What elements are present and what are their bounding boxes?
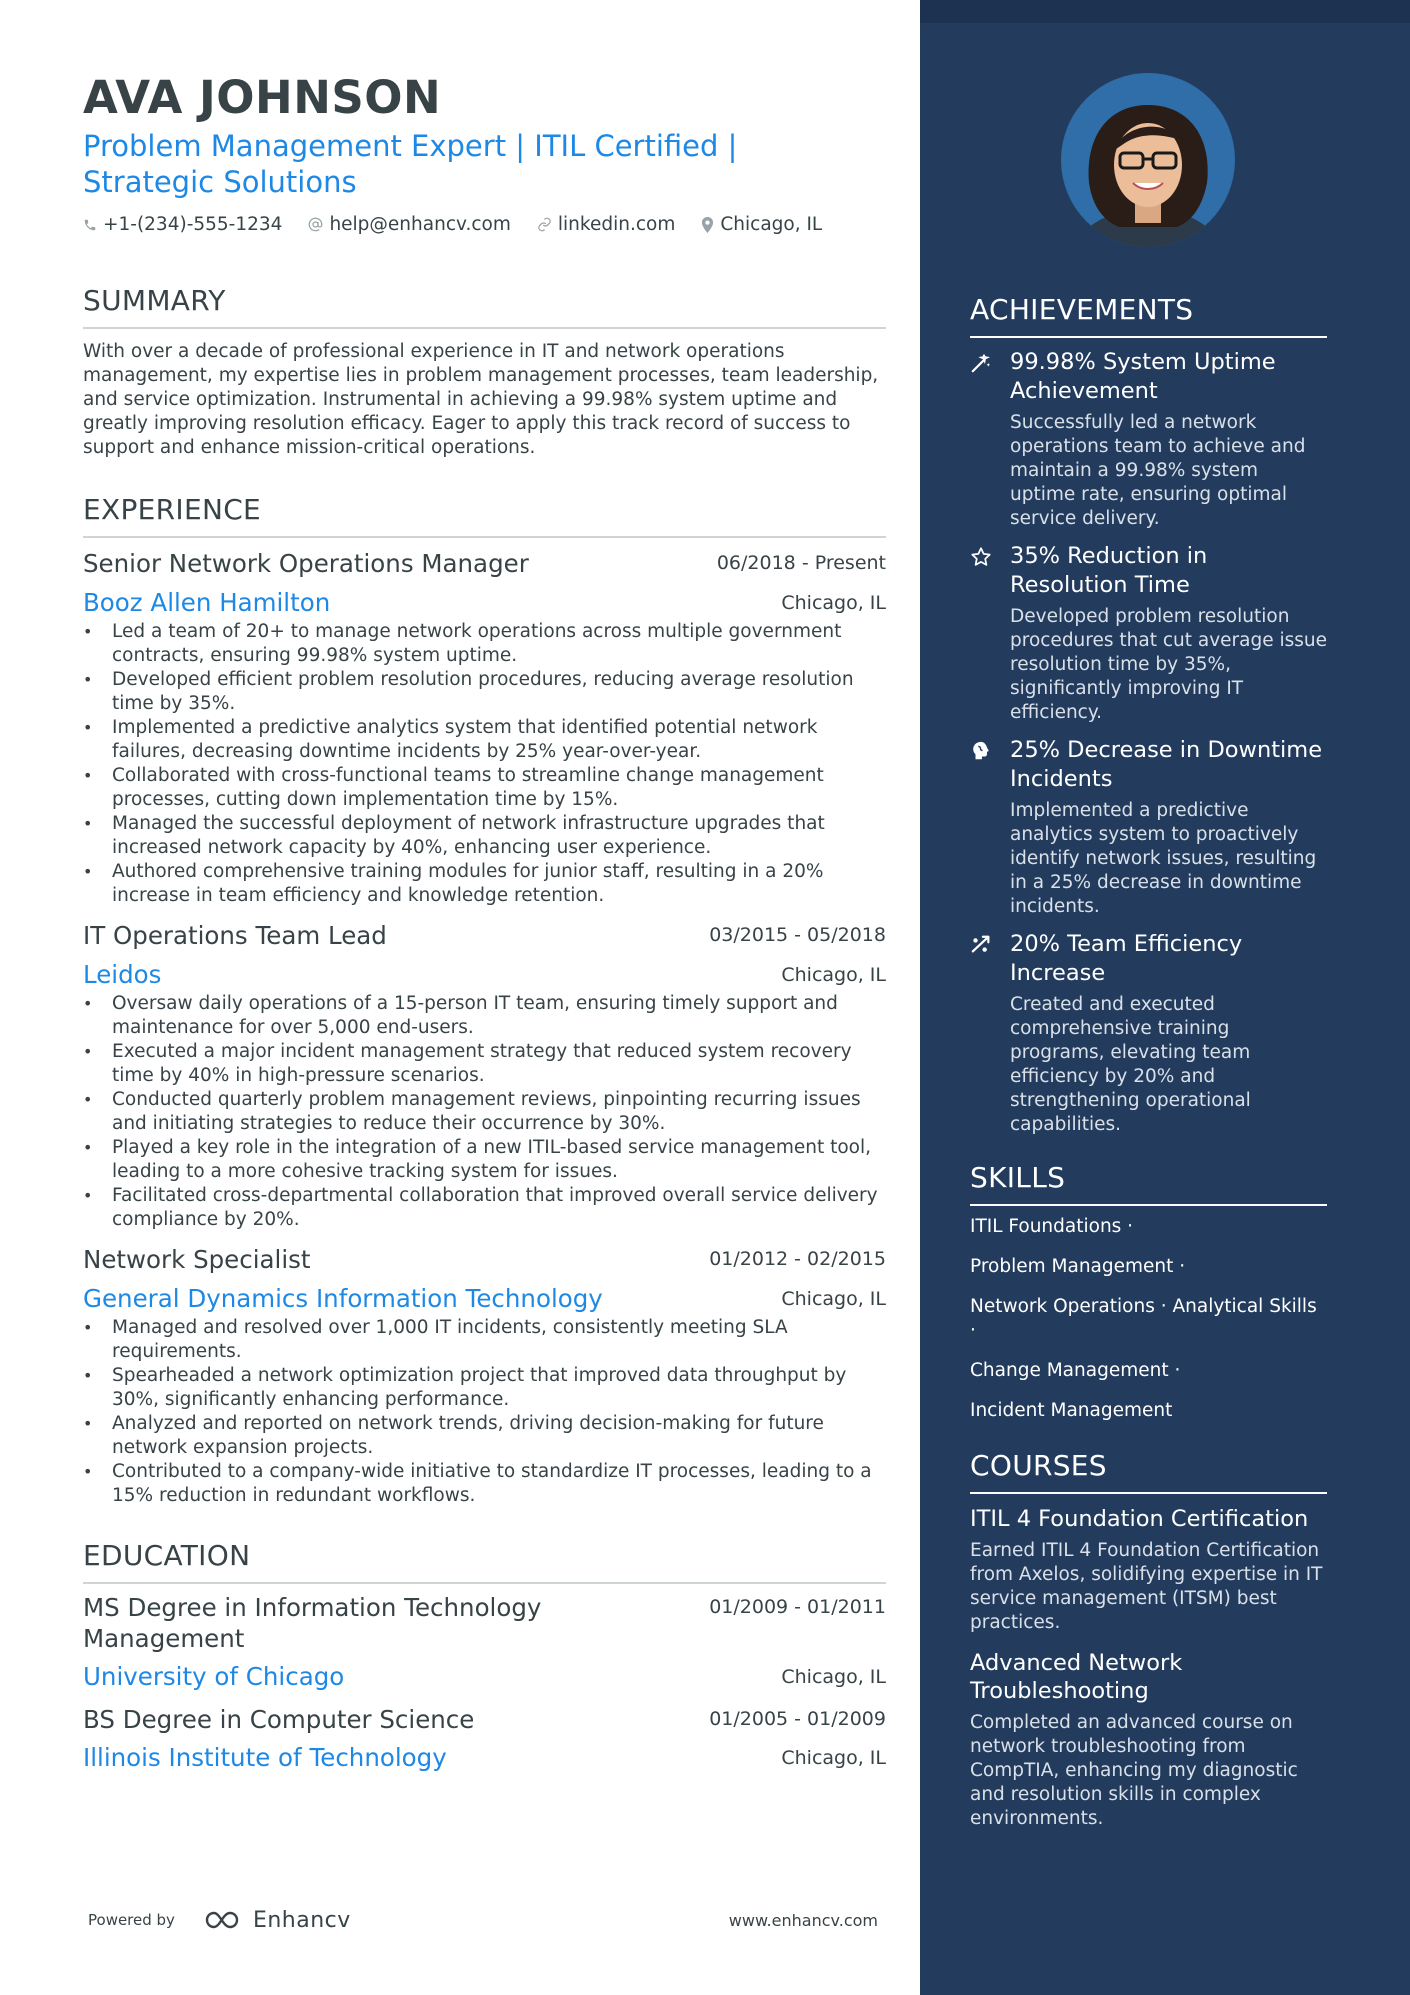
education-location: Chicago, IL	[781, 1666, 886, 1688]
job-bullet: • Authored comprehensive training modules for junior staff, resulting in a 20% increase in team efficiency and knowledge retention.	[83, 860, 886, 908]
contact-phone[interactable]	[83, 214, 282, 235]
job-bullets	[83, 1316, 886, 1508]
course-title: Advanced Network Troubleshooting	[970, 1649, 1183, 1704]
course-desc: Earned ITIL 4 Foundation Certification from Axelos, solidifying expertise in IT service management (ITSM) best practices.	[970, 1539, 1323, 1633]
achievement-title: 25% Decrease in Downtime Incidents	[1010, 737, 1323, 792]
job-role: IT Operations Team Lead	[83, 921, 387, 950]
course-item	[970, 1505, 1327, 1635]
job-bullet: • Implemented a predictive analytics system that identified potential network failures, decreasing downtime incidents by 25% year-over-year.	[83, 716, 886, 764]
skill-line: Incident Management	[970, 1400, 1173, 1421]
avatar	[1061, 73, 1235, 247]
summary-section	[83, 283, 886, 460]
linkedin-text: linkedin.com	[557, 214, 676, 235]
achievement-item	[970, 930, 1327, 1137]
experience-title: EXPERIENCE	[83, 492, 886, 538]
powered-by-label: Powered by	[88, 1911, 175, 1929]
email-text: help@enhancv.com	[329, 214, 511, 235]
achievement-desc: Developed problem resolution procedures that cut average issue resolution time by 35%, significantly improving IT efficiency.	[1010, 606, 1328, 723]
enhancv-logo-icon	[201, 1908, 247, 1932]
job-dates: 06/2018 - Present	[716, 552, 886, 574]
contact-bar	[83, 214, 886, 235]
job-bullet: • Collaborated with cross-functional teams to streamline change management processes, cutting down implementation time by 15%.	[83, 764, 886, 812]
job-location: Chicago, IL	[781, 964, 886, 986]
skills-list	[970, 1215, 1327, 1423]
job-entry	[83, 1244, 886, 1508]
job-bullet: • Executed a major incident management strategy that reduced system recovery time by 40% in high-pressure scenarios.	[83, 1040, 886, 1088]
course-item	[970, 1649, 1327, 1831]
candidate-name: AVA JOHNSON	[83, 71, 442, 124]
job-bullet: • Contributed to a company-wide initiative to standardize IT processes, leading to a 15% reduction in redundant workflows.	[83, 1460, 886, 1508]
achievement-item	[970, 736, 1327, 919]
job-bullet: • Led a team of 20+ to manage network operations across multiple government contracts, ensuring 99.98% system uptime.	[83, 620, 886, 668]
job-location: Chicago, IL	[781, 592, 886, 614]
headline-line-1: Problem Management Expert | ITIL Certified |	[83, 129, 738, 163]
job-bullet: • Conducted quarterly problem management reviews, pinpointing recurring issues and initiating strategies to reduce their occurrence by 30%.	[83, 1088, 886, 1136]
job-bullet: • Managed and resolved over 1,000 IT incidents, consistently meeting SLA requirements.	[83, 1316, 886, 1364]
contact-location	[701, 214, 822, 235]
job-bullet: • Analyzed and reported on network trends, driving decision-making for future network expansion projects.	[83, 1412, 886, 1460]
achievements-section	[970, 292, 1327, 1137]
job-company: General Dynamics Information Technology	[83, 1284, 603, 1313]
achievement-title: 99.98% System Uptime Achievement	[1010, 349, 1276, 404]
education-entry	[83, 1704, 886, 1773]
education-degree: MS Degree in Information Technology Management	[83, 1593, 542, 1653]
education-dates: 01/2005 - 01/2009	[709, 1708, 886, 1730]
headline-line-2: Strategic Solutions	[83, 165, 357, 199]
job-role: Network Specialist	[83, 1245, 311, 1274]
brand-name: Enhancv	[252, 1907, 351, 1933]
sidebar-top-band	[920, 0, 1410, 23]
achievement-desc: Implemented a predictive analytics system to proactively identify network issues, resulting in a 25% decrease in downtime incidents.	[1010, 800, 1317, 917]
sidebar	[920, 0, 1410, 1995]
skill-line: Problem Management ·	[970, 1256, 1186, 1277]
job-bullet: • Spearheaded a network optimization project that improved data throughput by 30%, significantly enhancing performance.	[83, 1364, 886, 1412]
job-role: Senior Network Operations Manager	[83, 549, 529, 578]
phone-icon	[83, 218, 97, 232]
summary-title: SUMMARY	[83, 283, 886, 329]
contact-email[interactable]	[308, 214, 510, 235]
achievement-desc: Successfully led a network operations team to achieve and maintain a 99.98% system uptime rate, ensuring optimal service delivery.	[1010, 412, 1306, 529]
phone-text: +1-(234)-555-1234	[103, 214, 283, 235]
job-bullet: • Oversaw daily operations of a 15-person IT team, ensuring timely support and maintenance for over 5,000 end-users.	[83, 992, 886, 1040]
enhancv-logo[interactable]	[201, 1908, 351, 1933]
brain-icon	[970, 740, 992, 762]
location-text: Chicago, IL	[720, 214, 823, 235]
footer-url[interactable]: www.enhancv.com	[728, 1910, 878, 1930]
skill-line: Network Operations · Analytical Skills ·	[970, 1296, 1317, 1341]
link-icon	[537, 217, 552, 232]
job-location: Chicago, IL	[781, 1288, 886, 1310]
experience-section	[83, 492, 886, 1508]
job-entry	[83, 548, 886, 908]
education-degree: BS Degree in Computer Science	[83, 1705, 475, 1734]
skill-line: ITIL Foundations ·	[970, 1216, 1134, 1237]
skills-section	[970, 1160, 1327, 1439]
education-entry	[83, 1592, 886, 1692]
education-school: Illinois Institute of Technology	[83, 1743, 447, 1772]
achievements-title: ACHIEVEMENTS	[970, 292, 1327, 338]
job-dates: 03/2015 - 05/2018	[709, 924, 886, 946]
skill-line: Change Management ·	[970, 1360, 1181, 1381]
summary-text: With over a decade of professional experience in IT and network operations management, my expertise lies in problem management processes, team leadership, and service optimization. Instrumental in achieving a 99.98% system uptime and greatly improving resolution efficacy. Eager to apply this track record of success to support and enhance mission-critical operations.	[83, 341, 879, 458]
job-bullet: • Managed the successful deployment of network infrastructure upgrades that increased network capacity by 40%, enhancing user experience.	[83, 812, 886, 860]
achievement-title: 35% Reduction in Resolution Time	[1010, 543, 1208, 598]
at-icon	[308, 217, 323, 232]
job-bullet: • Facilitated cross-departmental collaboration that improved overall service delivery compliance by 20%.	[83, 1184, 886, 1232]
education-school: University of Chicago	[83, 1662, 345, 1691]
course-desc: Completed an advanced course on network troubleshooting from CompTIA, enhancing my diagnostic and resolution skills in complex environments.	[970, 1711, 1298, 1829]
achievement-item	[970, 348, 1327, 531]
achievement-title: 20% Team Efficiency Increase	[1010, 931, 1243, 986]
job-bullet: • Played a key role in the integration of a new ITIL-based service management tool, leading to a more cohesive tracking system for issues.	[83, 1136, 886, 1184]
job-bullet: • Developed efficient problem resolution procedures, reducing average resolution time by 35%.	[83, 668, 886, 716]
footer	[88, 1900, 878, 1940]
magic-wand-icon	[970, 352, 992, 374]
main-content	[83, 70, 886, 1773]
job-entry	[83, 920, 886, 1232]
skills-title: SKILLS	[970, 1160, 1327, 1206]
location-pin-icon	[701, 217, 714, 233]
job-dates: 01/2012 - 02/2015	[709, 1248, 886, 1270]
education-section	[83, 1538, 886, 1773]
job-bullets	[83, 992, 886, 1232]
powered-by	[88, 1908, 351, 1933]
courses-section	[970, 1448, 1327, 1831]
education-title: EDUCATION	[83, 1538, 886, 1584]
headline	[83, 128, 743, 200]
job-company: Leidos	[83, 960, 162, 989]
achievement-desc: Created and executed comprehensive training programs, elevating team efficiency by 20% and strengthening operational capabilities.	[1010, 994, 1251, 1135]
job-bullets	[83, 620, 886, 908]
education-dates: 01/2009 - 01/2011	[709, 1596, 886, 1618]
shuffle-icon	[970, 934, 992, 956]
star-icon	[970, 546, 992, 568]
course-title: ITIL 4 Foundation Certification	[970, 1506, 1309, 1532]
education-location: Chicago, IL	[781, 1747, 886, 1769]
contact-linkedin[interactable]	[537, 214, 675, 235]
job-company: Booz Allen Hamilton	[83, 588, 331, 617]
courses-title: COURSES	[970, 1448, 1327, 1494]
achievement-item	[970, 542, 1327, 725]
profile-photo	[1061, 73, 1235, 247]
